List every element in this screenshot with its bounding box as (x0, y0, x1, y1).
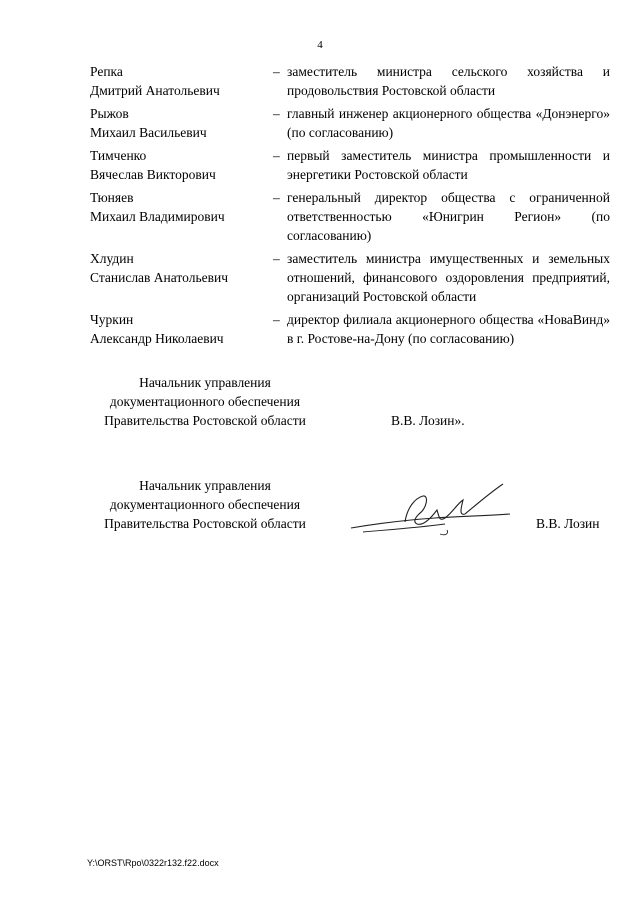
member-name (90, 104, 273, 142)
member-given-name: Михаил Васильевич (90, 125, 207, 140)
dash: – (273, 64, 280, 79)
member-given-name: Вячеслав Викторович (90, 167, 216, 182)
member-given-name: Станислав Анатольевич (90, 270, 228, 285)
member-given-name: Александр Николаевич (90, 331, 224, 346)
signature-title-line: документационного обеспечения (109, 497, 301, 512)
member-role: первый заместитель министра промышленности и энергетики Ростовской области (287, 148, 610, 182)
member-name (90, 146, 273, 184)
outer-signature-title (90, 476, 320, 533)
signature-title-line: документационного обеспечения (109, 394, 301, 409)
member-given-name: Дмитрий Анатольевич (90, 83, 220, 98)
dash: – (273, 106, 280, 121)
member-role: заместитель министра сельского хозяйства и продовольствия Ростовской области (287, 64, 610, 98)
member-given-name: Михаил Владимирович (90, 209, 225, 224)
dash: – (273, 148, 280, 163)
member-surname: Чуркин (90, 312, 134, 327)
page-number: 4 (317, 39, 323, 51)
member-surname: Хлудин (90, 251, 134, 266)
member-row (90, 249, 610, 306)
dash: – (273, 190, 280, 205)
inner-signature-title (90, 373, 320, 430)
footer-file-path: Y:\ORST\Rpo\0322r132.f22.docx (87, 858, 219, 868)
member-row (90, 62, 610, 100)
dash: – (273, 312, 280, 327)
inner-signatory-name: В.В. Лозин». (391, 413, 465, 428)
member-surname: Тюняев (90, 190, 134, 205)
outer-signatory-name: В.В. Лозин (536, 516, 600, 531)
signature-title-line: Правительства Ростовской области (104, 516, 306, 531)
member-name (90, 310, 273, 348)
member-row (90, 146, 610, 184)
member-surname: Репка (90, 64, 123, 79)
signature-title-line: Начальник управления (139, 478, 271, 493)
member-role: генеральный директор общества с ограниченной ответственностью «Юнигрин Регион» (по согласованию) (287, 190, 610, 243)
member-surname: Рыжов (90, 106, 129, 121)
member-name (90, 62, 273, 100)
member-role: директор филиала акционерного общества «НоваВинд» в г. Ростове-на-Дону (по согласованию) (287, 312, 610, 346)
member-list (90, 62, 610, 352)
dash: – (273, 251, 280, 266)
signature-title-line: Начальник управления (139, 375, 271, 390)
member-role: главный инженер акционерного общества «Донэнерго» (по согласованию) (287, 106, 610, 140)
handwritten-signature (345, 478, 515, 548)
member-row (90, 188, 610, 245)
member-surname: Тимченко (90, 148, 147, 163)
member-name (90, 249, 273, 306)
signature-title-line: Правительства Ростовской области (104, 413, 306, 428)
member-name (90, 188, 273, 245)
member-row (90, 104, 610, 142)
member-role: заместитель министра имущественных и земельных отношений, финансового оздоровления предприятий, организаций Ростовской области (287, 251, 610, 304)
member-row (90, 310, 610, 348)
